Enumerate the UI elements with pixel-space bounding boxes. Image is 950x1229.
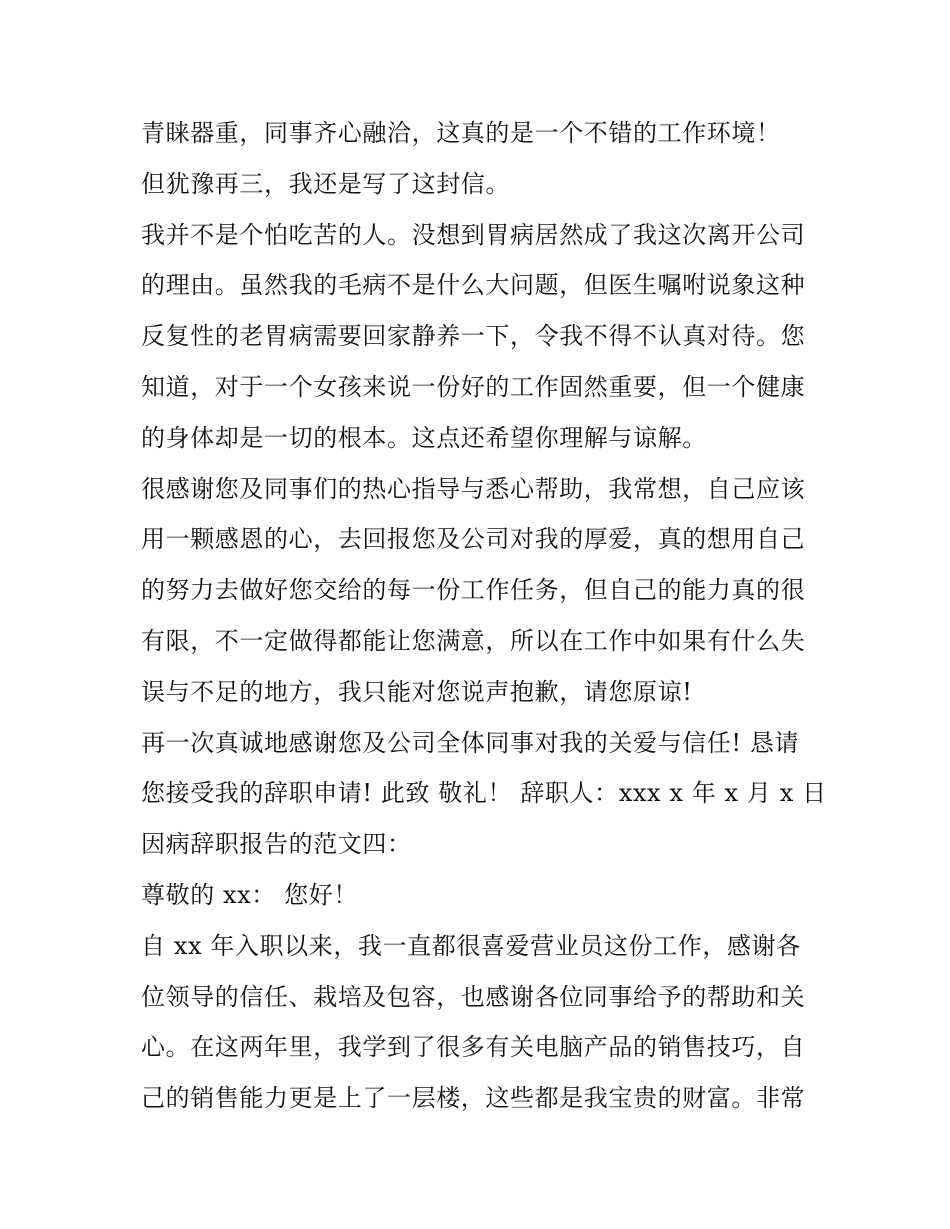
signature-line: 您接受我的辞职申请! 此致 敬礼！ 辞职人：xxx x 年 x 月 x 日 bbox=[141, 779, 827, 808]
text-line: 心。在这两年里，我学到了很多有关电脑产品的销售技巧，自 bbox=[141, 1033, 806, 1062]
text-line: 我并不是个怕吃苦的人。没想到胃病居然成了我这次离开公司 bbox=[141, 220, 806, 249]
text-line: 的努力去做好您交给的每一份工作任务，但自己的能力真的很 bbox=[141, 576, 806, 605]
text-line: 用一颗感恩的心，去回报您及公司对我的厚爱，真的想用自己 bbox=[141, 525, 806, 554]
text-line: 自 xx 年入职以来，我一直都很喜爱营业员这份工作，感谢各 bbox=[141, 931, 801, 960]
text-line: 有限，不一定做得都能让您满意，所以在工作中如果有什么失 bbox=[141, 626, 806, 655]
letter-body bbox=[141, 108, 827, 1124]
text-line: 位领导的信任、栽培及包容，也感谢各位同事给予的帮助和关 bbox=[141, 982, 806, 1011]
text-line: 的身体却是一切的根本。这点还希望你理解与谅解。 bbox=[141, 423, 707, 452]
salutation-line: 尊敬的 xx： 您好！ bbox=[141, 880, 358, 909]
text-line: 但犹豫再三，我还是写了这封信。 bbox=[141, 169, 510, 198]
text-line: 知道，对于一个女孩来说一份好的工作固然重要，但一个健康 bbox=[141, 372, 806, 401]
text-line: 再一次真诚地感谢您及公司全体同事对我的关爱与信任! 恳请 bbox=[141, 728, 800, 757]
text-line: 误与不足的地方，我只能对您说声抱歉，请您原谅! bbox=[141, 677, 693, 706]
text-line: 很感谢您及同事们的热心指导与悉心帮助，我常想，自己应该 bbox=[141, 474, 806, 503]
section-heading: 因病辞职报告的范文四： bbox=[141, 830, 412, 859]
text-line: 反复性的老胃病需要回家静养一下，令我不得不认真对待。您 bbox=[141, 322, 806, 351]
text-line: 的理由。虽然我的毛病不是什么大问题，但医生嘱咐说象这种 bbox=[141, 271, 806, 300]
text-line: 己的销售能力更是上了一层楼，这些都是我宝贵的财富。非常 bbox=[141, 1084, 806, 1113]
text-line: 青睐器重，同事齐心融洽，这真的是一个不错的工作环境！ bbox=[141, 119, 781, 147]
